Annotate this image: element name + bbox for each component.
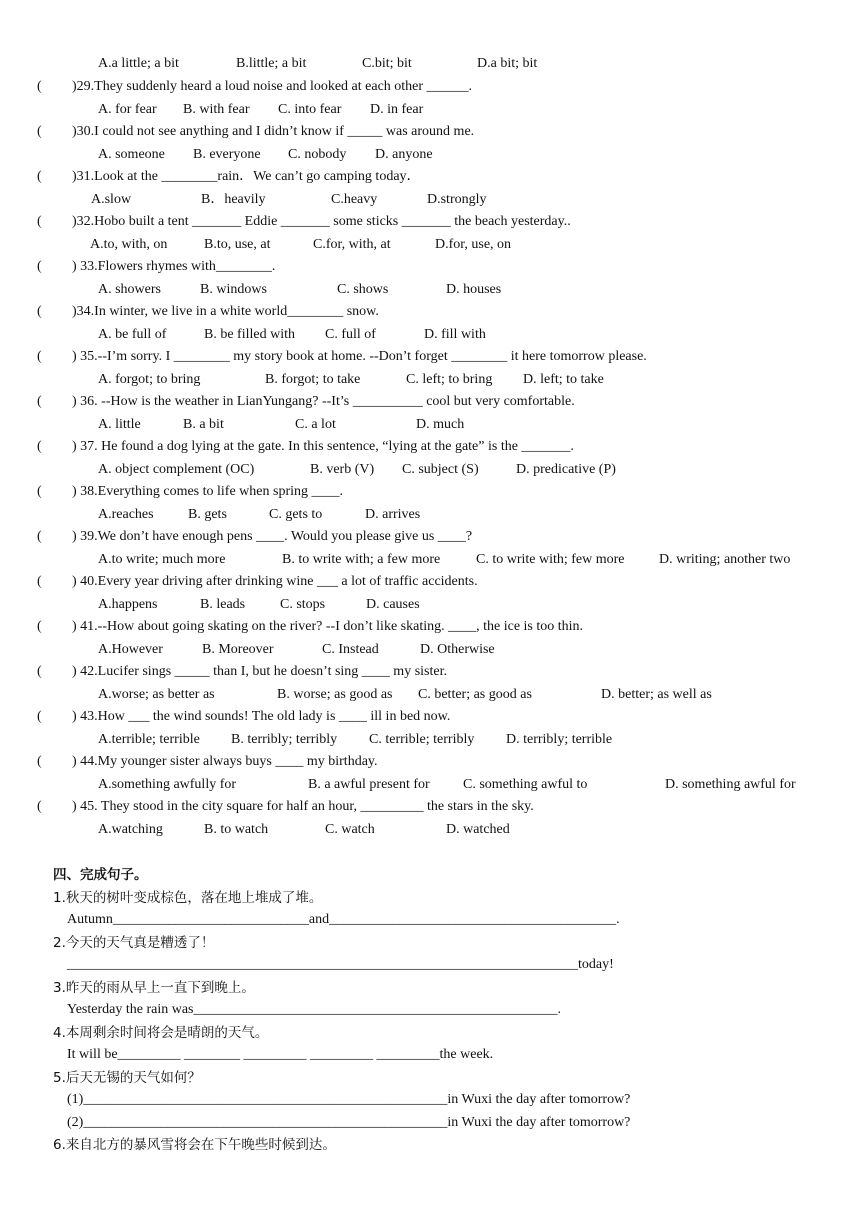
question-option: C. Instead	[322, 642, 379, 657]
question-option: D. watched	[446, 822, 510, 837]
question-option: A.reaches	[98, 507, 154, 522]
question-option: D. predicative (P)	[516, 462, 616, 477]
answer-paren: (	[37, 439, 42, 454]
answer-paren: (	[37, 619, 42, 634]
question-option: C. stops	[280, 597, 326, 612]
question-option: D. in fear	[370, 102, 424, 117]
question-option: D. Otherwise	[420, 642, 495, 657]
question-option: C. something awful to	[463, 777, 588, 792]
question-option: D.strongly	[427, 192, 487, 207]
question-option: B. a awful present for	[308, 777, 430, 792]
question-option: C. left; to bring	[406, 372, 493, 387]
sentence-prompt: 1.秋天的树叶变成棕色，落在地上堆成了堆。	[53, 890, 323, 906]
answer-paren: (	[37, 304, 42, 319]
question-option: D. something awful for	[665, 777, 796, 792]
q28-option-b: B.little; a bit	[236, 56, 307, 71]
sentence-answer-line: It will be_________ ________ _________ _________ _________the week.	[67, 1047, 494, 1062]
answer-paren: (	[37, 394, 42, 409]
answer-paren: (	[37, 799, 42, 814]
question-option: C. full of	[325, 327, 376, 342]
question-option: D.for, use, on	[435, 237, 512, 252]
question-stem: )34.In winter, we live in a white world________ snow.	[72, 304, 379, 319]
question-option: A. object complement (OC)	[98, 462, 255, 477]
question-stem: ) 44.My younger sister always buys ____ my birthday.	[72, 754, 378, 769]
q28-option-a: A.a little; a bit	[98, 56, 179, 71]
answer-paren: (	[37, 709, 42, 724]
question-option: B. Moreover	[202, 642, 274, 657]
sentence-prompt: 5.后天无锡的天气如何？	[53, 1070, 201, 1086]
question-option: C.for, with, at	[313, 237, 391, 252]
question-option: A.slow	[91, 192, 132, 207]
question-option: C. to write with; few more	[476, 552, 625, 567]
answer-paren: (	[37, 574, 42, 589]
answer-paren: (	[37, 754, 42, 769]
question-stem: ) 38.Everything comes to life when spring ____.	[72, 484, 344, 499]
question-option: D. better; as well as	[601, 687, 712, 702]
question-stem: ) 43.How ___ the wind sounds! The old lady is ____ ill in bed now.	[72, 709, 451, 724]
sentence-answer-line: Autumn____________________________and_________________________________________.	[67, 912, 620, 927]
answer-paren: (	[37, 169, 42, 184]
question-option: A. someone	[98, 147, 165, 162]
question-stem: ) 45. They stood in the city square for half an hour, _________ the stars in the sky.	[72, 799, 534, 814]
question-stem: )32.Hobo built a tent _______ Eddie _______ some sticks _______ the beach yesterday..	[72, 214, 571, 229]
question-stem: )30.I could not see anything and I didn’t know if _____ was around me.	[72, 124, 475, 139]
question-option: A.watching	[98, 822, 163, 837]
question-option: C. subject (S)	[402, 462, 479, 477]
answer-paren: (	[37, 349, 42, 364]
question-option: A. showers	[98, 282, 161, 297]
question-option: B. gets	[188, 507, 227, 522]
q28-option-d: D.a bit; bit	[477, 56, 538, 71]
question-option: A.happens	[98, 597, 158, 612]
question-option: A.to write; much more	[98, 552, 226, 567]
section-heading: 四、完成句子。	[53, 867, 148, 883]
q28-option-c: C.bit; bit	[362, 56, 412, 71]
sentence-prompt: 3.昨天的雨从早上一直下到晚上。	[53, 980, 255, 996]
question-option: B. to write with; a few more	[282, 552, 441, 567]
question-option: C. gets to	[269, 507, 323, 522]
question-stem: ) 39.We don’t have enough pens ____. Would you please give us ____?	[72, 529, 473, 544]
sentence-prompt: 6.来自北方的暴风雪将会在下午晚些时候到达。	[53, 1137, 336, 1153]
question-option: C. better; as good as	[418, 687, 532, 702]
question-option: A.worse; as better as	[98, 687, 215, 702]
question-option: D. terribly; terrible	[506, 732, 613, 747]
question-option: D. left; to take	[523, 372, 604, 387]
sentence-answer-line: (1)____________________________________________________in Wuxi the day after tomorrow?	[67, 1092, 631, 1107]
question-option: B. everyone	[193, 147, 261, 162]
question-option: B. a bit	[183, 417, 224, 432]
question-option: D. much	[416, 417, 465, 432]
question-stem: )29.They suddenly heard a loud noise and looked at each other ______.	[72, 79, 473, 94]
question-stem: ) 36. --How is the weather in LianYungang? --It’s __________ cool but very comfortable.	[72, 394, 575, 409]
question-option: D. writing; another two	[659, 552, 791, 567]
question-option: C. nobody	[288, 147, 347, 162]
sentence-answer-line: Yesterday the rain was____________________________________________________.	[67, 1002, 561, 1017]
question-stem: ) 41.--How about going skating on the river? --I don’t like skating. ____, the ice is too thin.	[72, 619, 584, 634]
question-option: B. worse; as good as	[277, 687, 393, 702]
answer-paren: (	[37, 529, 42, 544]
question-option: D. houses	[446, 282, 502, 297]
question-option: B. windows	[200, 282, 267, 297]
question-option: A.terrible; terrible	[98, 732, 200, 747]
answer-paren: (	[37, 124, 42, 139]
question-option: B. be filled with	[204, 327, 295, 342]
question-option: C. a lot	[295, 417, 336, 432]
question-option: C. shows	[337, 282, 389, 297]
question-option: B.to, use, at	[204, 237, 271, 252]
sentence-answer-line: (2)____________________________________________________in Wuxi the day after tomorrow?	[67, 1115, 631, 1130]
question-option: B. with fear	[183, 102, 250, 117]
question-option: A. little	[98, 417, 141, 432]
question-stem: ) 37. He found a dog lying at the gate. In this sentence, “lying at the gate” is the _______.	[72, 439, 574, 454]
question-option: A. for fear	[98, 102, 157, 117]
question-option: A. be full of	[98, 327, 167, 342]
question-stem: )31.Look at the ________rain．We can’t go camping today．	[72, 169, 421, 184]
question-option: C. terrible; terribly	[369, 732, 475, 747]
question-option: B．heavily	[201, 192, 266, 207]
answer-paren: (	[37, 79, 42, 94]
question-option: C.heavy	[331, 192, 378, 207]
question-option: D. anyone	[375, 147, 433, 162]
question-option: D. causes	[366, 597, 420, 612]
sentence-answer-line: _________________________________________________________________________today!	[67, 957, 614, 972]
sentence-prompt: 2.今天的天气真是糟透了！	[53, 935, 215, 951]
question-option: B. terribly; terribly	[231, 732, 338, 747]
answer-paren: (	[37, 259, 42, 274]
question-option: C. into fear	[278, 102, 342, 117]
question-stem: ) 33.Flowers rhymes with________.	[72, 259, 276, 274]
question-stem: ) 40.Every year driving after drinking wine ___ a lot of traffic accidents.	[72, 574, 478, 589]
answer-paren: (	[37, 664, 42, 679]
answer-paren: (	[37, 484, 42, 499]
answer-paren: (	[37, 214, 42, 229]
question-option: D. fill with	[424, 327, 486, 342]
sentence-prompt: 4.本周剩余时间将会是晴朗的天气。	[53, 1025, 269, 1041]
question-stem: ) 35.--I’m sorry. I ________ my story book at home. --Don’t forget ________ it here tomorrow please.	[72, 349, 647, 364]
question-option: D. arrives	[365, 507, 421, 522]
question-stem: ) 42.Lucifer sings _____ than I, but he doesn’t sing ____ my sister.	[72, 664, 447, 679]
question-option: C. watch	[325, 822, 375, 837]
question-option: B. leads	[200, 597, 246, 612]
question-option: A.to, with, on	[90, 237, 168, 252]
question-option: A.something awfully for	[98, 777, 237, 792]
question-option: B. forgot; to take	[265, 372, 361, 387]
question-option: B. verb (V)	[310, 462, 375, 477]
question-option: A. forgot; to bring	[98, 372, 201, 387]
question-option: B. to watch	[204, 822, 269, 837]
question-option: A.However	[98, 642, 163, 657]
